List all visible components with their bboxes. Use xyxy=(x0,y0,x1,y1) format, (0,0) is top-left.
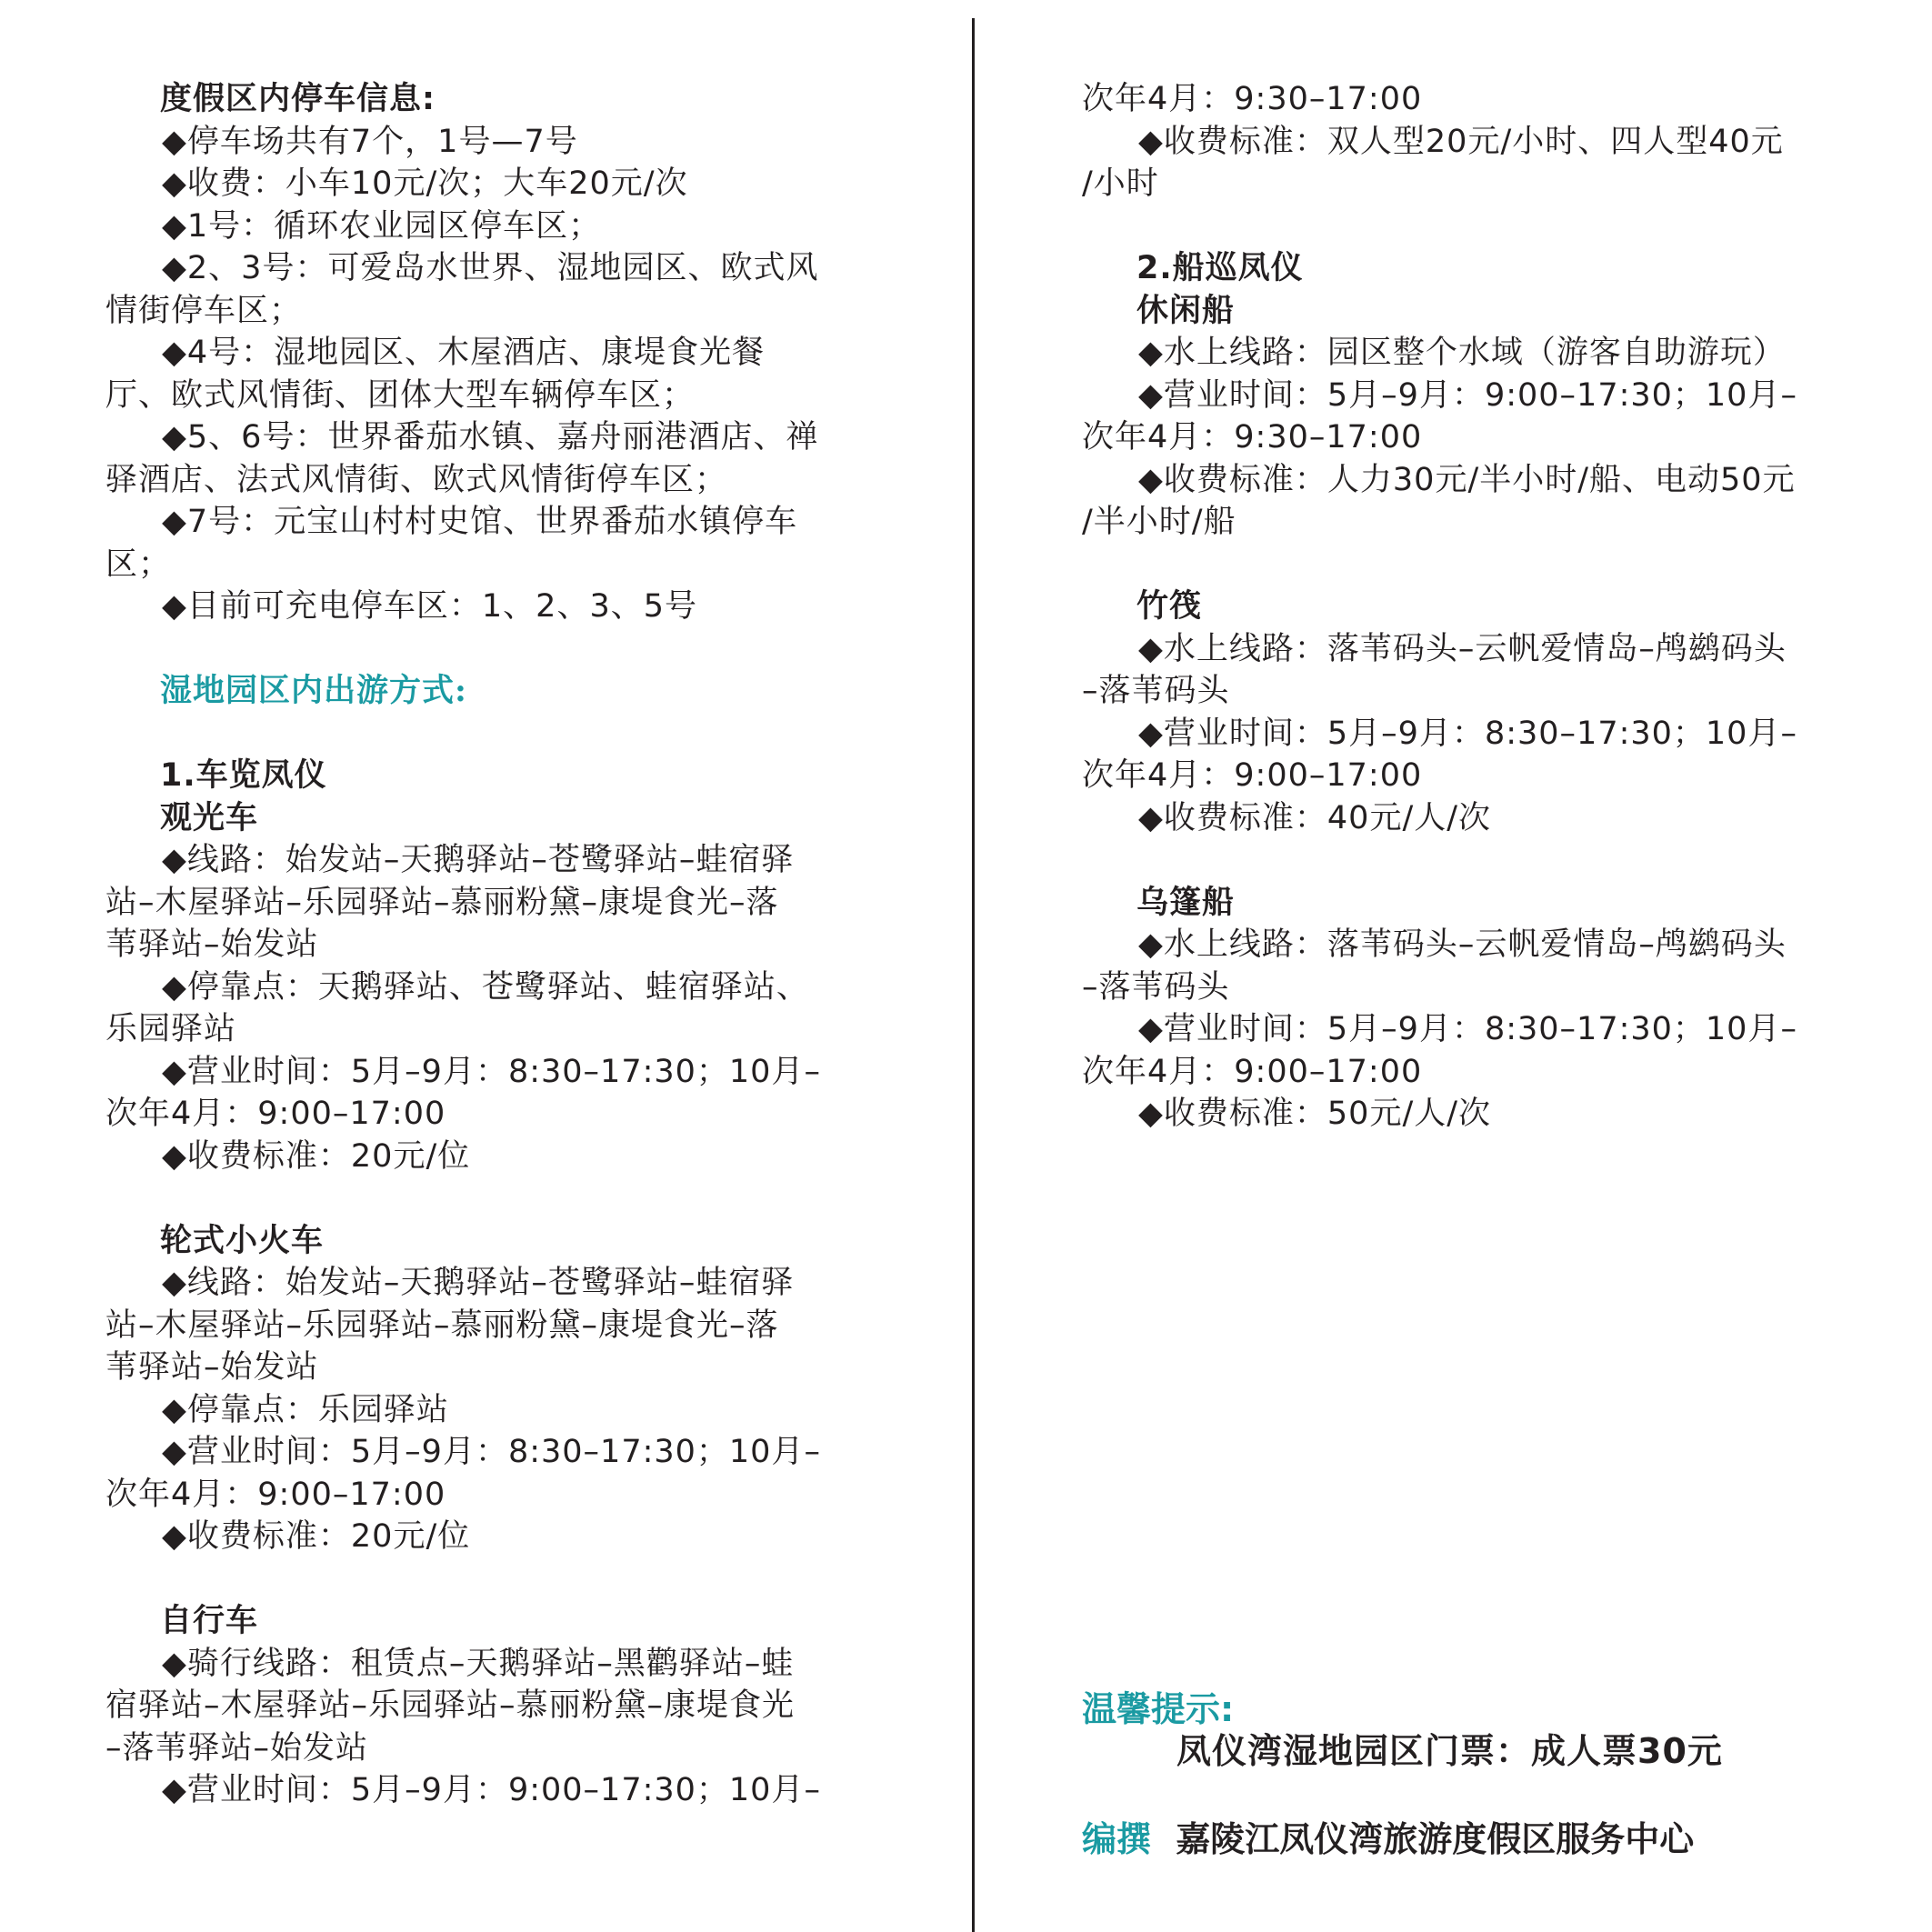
bike-line: ◆营业时间：5月–9月：9:00–17:30；10月– xyxy=(162,1772,821,1808)
parking-line: ◆2、3号：可爱岛水世界、湿地园区、欧式风 xyxy=(162,250,819,286)
train-line: 站–木屋驿站–乐园驿站–慕丽粉黛–康堤食光–落 xyxy=(105,1306,779,1344)
sightseeing-line: 乐园驿站 xyxy=(105,1011,237,1047)
bike-line: 宿驿站–木屋驿站–乐园驿站–慕丽粉黛–康堤食光 xyxy=(105,1687,796,1724)
parking-line: ◆收费：小车10元/次；大车20元/次 xyxy=(162,165,688,202)
bike-line: –落苇驿站–始发站 xyxy=(105,1729,369,1767)
tips-label: 温馨提示: xyxy=(1082,1689,1235,1729)
wupeng-boat-line: 次年4月：9:00–17:00 xyxy=(1082,1053,1423,1090)
column-divider xyxy=(972,18,975,1932)
bike-title: 自行车 xyxy=(160,1603,259,1639)
editor-name: 嘉陵江凤仪湾旅游度假区服务中心 xyxy=(1176,1819,1695,1859)
bamboo-raft-line: ◆收费标准：40元/人/次 xyxy=(1138,799,1492,836)
wupeng-boat-line: ◆水上线路：落苇码头–云帆爱情岛–鸬鹚码头 xyxy=(1138,926,1787,963)
bamboo-raft-line: ◆营业时间：5月–9月：8:30–17:30；10月– xyxy=(1138,715,1797,752)
parking-title: 度假区内停车信息: xyxy=(160,81,435,117)
leisure-boat-line: ◆营业时间：5月–9月：9:00–17:30；10月– xyxy=(1138,376,1797,414)
tips-section xyxy=(1082,1688,1846,1772)
bamboo-raft-line: –落苇码头 xyxy=(1082,673,1230,709)
sightseeing-line: ◆停靠点：天鹅驿站、苍鹭驿站、蛙宿驿站、 xyxy=(162,968,809,1006)
wupeng-boat-line: –落苇码头 xyxy=(1082,968,1230,1006)
leisure-boat-line: ◆水上线路：园区整个水域（游客自助游玩） xyxy=(1138,335,1786,371)
train-line: ◆停靠点：乐园驿站 xyxy=(162,1391,449,1428)
sightseeing-line: ◆线路：始发站–天鹅驿站–苍鹭驿站–蛙宿驿 xyxy=(162,842,795,878)
parking-line: 驿酒店、法式风情街、欧式风情街停车区； xyxy=(105,461,728,498)
train-title: 轮式小火车 xyxy=(160,1222,325,1259)
train-line: ◆营业时间：5月–9月：8:30–17:30；10月– xyxy=(162,1434,821,1470)
bamboo-raft-line: 次年4月：9:00–17:00 xyxy=(1082,757,1423,794)
wupeng-boat-line: ◆营业时间：5月–9月：8:30–17:30；10月– xyxy=(1138,1011,1797,1047)
parking-line: ◆4号：湿地园区、木屋酒店、康堤食光餐 xyxy=(162,335,766,371)
parking-line: 厅、欧式风情街、团体大型车辆停车区； xyxy=(105,376,696,414)
bike-line: /小时 xyxy=(1082,165,1159,202)
leisure-boat-line: ◆收费标准：人力30元/半小时/船、电动50元 xyxy=(1138,461,1796,498)
parking-line: 区； xyxy=(105,546,172,583)
section1-title: 1.车览凤仪 xyxy=(160,757,327,794)
wupeng-boat-line: ◆收费标准：50元/人/次 xyxy=(1138,1096,1492,1132)
left-column xyxy=(105,78,869,1812)
train-line: ◆线路：始发站–天鹅驿站–苍鹭驿站–蛙宿驿 xyxy=(162,1265,795,1301)
parking-line: ◆停车场共有7个，1号—7号 xyxy=(162,123,578,160)
travel-title: 湿地园区内出游方式: xyxy=(160,672,467,709)
bike-line: ◆收费标准：双人型20元/小时、四人型40元 xyxy=(1138,123,1784,160)
section2-title: 2.船巡凤仪 xyxy=(1136,250,1304,286)
editor-section xyxy=(1082,1818,1882,1860)
right-column xyxy=(1082,78,1846,1136)
bamboo-raft-title: 竹筏 xyxy=(1136,588,1203,625)
bamboo-raft-line: ◆水上线路：落苇码头–云帆爱情岛–鸬鹚码头 xyxy=(1138,630,1787,667)
sightseeing-line: 次年4月：9:00–17:00 xyxy=(105,1096,446,1132)
bike-line: 次年4月：9:30–17:00 xyxy=(1082,81,1423,117)
sightseeing-line: 站–木屋驿站–乐园驿站–慕丽粉黛–康堤食光–落 xyxy=(105,884,779,921)
bike-line: ◆骑行线路：租赁点–天鹅驿站–黑鹳驿站–蛙 xyxy=(162,1645,795,1682)
parking-line: 情街停车区； xyxy=(105,292,303,329)
parking-line: ◆目前可充电停车区：1、2、3、5号 xyxy=(162,588,697,625)
leisure-boat-line: 次年4月：9:30–17:00 xyxy=(1082,419,1423,455)
sightseeing-line: ◆营业时间：5月–9月：8:30–17:30；10月– xyxy=(162,1053,821,1090)
sightseeing-line: 苇驿站–始发站 xyxy=(105,926,319,963)
wupeng-boat-title: 乌篷船 xyxy=(1136,884,1236,921)
train-line: ◆收费标准：20元/位 xyxy=(162,1518,471,1555)
ticket-price: 凤仪湾湿地园区门票：成人票30元 xyxy=(1176,1731,1723,1771)
parking-line: ◆1号：循环农业园区停车区； xyxy=(162,207,602,245)
editor-label: 编撰 xyxy=(1082,1819,1152,1859)
parking-line: ◆7号：元宝山村村史馆、世界番茄水镇停车 xyxy=(162,504,798,540)
sightseeing-line: ◆收费标准：20元/位 xyxy=(162,1137,471,1175)
leisure-boat-title: 休闲船 xyxy=(1136,292,1236,329)
train-line: 苇驿站–始发站 xyxy=(105,1349,319,1386)
sightseeing-title: 观光车 xyxy=(160,799,259,836)
parking-line: ◆5、6号：世界番茄水镇、嘉舟丽港酒店、禅 xyxy=(162,419,819,455)
leisure-boat-line: /半小时/船 xyxy=(1082,504,1236,540)
train-line: 次年4月：9:00–17:00 xyxy=(105,1476,446,1513)
